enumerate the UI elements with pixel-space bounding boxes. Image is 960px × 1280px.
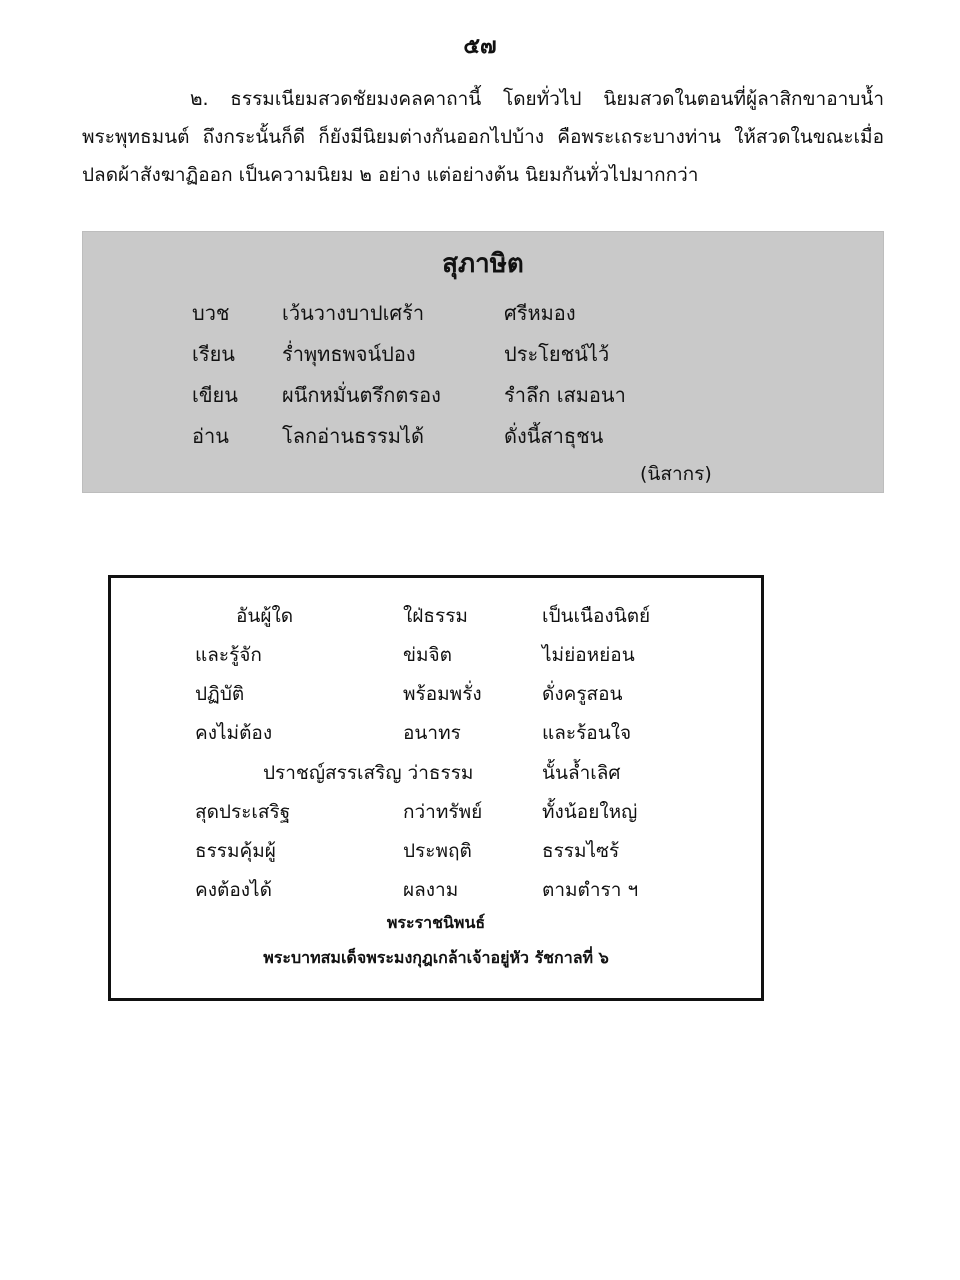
poem-row — [111, 679, 761, 715]
poem-cell: ประพฤติ — [403, 840, 472, 862]
proverb-cell: อ่าน — [192, 424, 229, 448]
poem-cell: สุดประเสริฐ — [195, 801, 291, 823]
poem-cell: คงไม่ต้อง — [195, 722, 273, 744]
poem-cell: ตามตำรา ฯ — [542, 879, 639, 901]
poem-row — [111, 875, 761, 911]
proverb-row — [82, 420, 884, 460]
poem-cell: อันผู้ใด — [236, 605, 294, 627]
proverb-cell: ร่ำพุทธพจน์ปอง — [282, 342, 416, 366]
poem-cell: พร้อมพรั่ง — [403, 683, 482, 705]
poem-cell: ดั่งครูสอน — [542, 683, 623, 705]
poem-box — [108, 575, 764, 1001]
poem-cell: กว่าทรัพย์ — [403, 801, 483, 823]
proverb-row — [82, 297, 884, 337]
proverb-cell: เขียน — [192, 383, 238, 407]
poem-cell: และรู้จัก — [195, 644, 262, 666]
proverb-row — [82, 338, 884, 378]
proverb-title: สุภาษิต — [442, 249, 524, 279]
poem-row — [111, 836, 761, 872]
proverb-cell: บวช — [192, 301, 230, 325]
poem-credit-title: พระราชนิพนธ์ — [386, 913, 486, 932]
poem-cell: เป็นเนืองนิตย์ — [542, 605, 651, 627]
proverb-cell: ดั่งนี้สาธุชน — [504, 424, 604, 448]
poem-row — [111, 718, 761, 754]
proverb-cell: โลกอ่านธรรมได้ — [282, 424, 424, 448]
poem-cell: ข่มจิต — [403, 644, 452, 666]
poem-credit-author: พระบาทสมเด็จพระมงกุฎเกล้าเจ้าอยู่หัว รัชกาลที่ ๖ — [263, 948, 609, 967]
poem-cell: ไม่ย่อหย่อน — [542, 644, 635, 666]
poem-row — [111, 640, 761, 676]
poem-cell: ธรรมคุ้มผู้ — [195, 840, 276, 862]
proverb-cell: รำลึก เสมอนา — [504, 383, 626, 407]
poem-cell: ปราชญ์สรรเสริญ ว่าธรรม — [263, 762, 474, 784]
poem-cell: ผลงาม — [403, 879, 459, 901]
poem-cell: ปฏิบัติ — [195, 683, 245, 705]
proverb-cell: เรียน — [192, 342, 235, 366]
paragraph-text: ๒. ธรรมเนียมสวดชัยมงคลคาถานี้ โดยทั่วไป นิยมสวดในตอนที่ผู้ลาสิกขาอาบน้ำพระพุทธมนต์ ถึงกระนั้นก็ดี ก็ยังมีนิยมต่างกันออกไปบ้าง คือพระเถระบางท่าน ให้สวดในขณะเมื่อปลดผ้าสังฆาฏิออก เป็นความนิยม ๒ อย่าง แต่อย่างต้น นิยมกันทั่วไปมากกว่า — [82, 88, 884, 186]
poem-cell: และร้อนใจ — [542, 722, 632, 744]
proverb-row — [82, 379, 884, 419]
poem-cell: นั้นล้ำเลิศ — [542, 762, 621, 784]
poem-cell: ธรรมไซร้ — [542, 840, 620, 862]
poem-cell: ใฝ่ธรรม — [403, 605, 468, 627]
poem-cell: คงต้องได้ — [195, 879, 272, 901]
poem-row — [111, 601, 761, 637]
body-paragraph — [82, 80, 884, 194]
proverb-cell: ประโยชน์ไว้ — [504, 342, 610, 366]
proverb-cell: เว้นวางบาปเศร้า — [282, 301, 425, 325]
proverb-cell: ผนึกหมั่นตรึกตรอง — [282, 383, 441, 407]
proverb-box — [82, 231, 884, 493]
proverb-author: (นิสากร) — [640, 463, 712, 485]
poem-row — [111, 797, 761, 833]
poem-row — [111, 758, 761, 794]
poem-cell: อนาทร — [403, 722, 461, 744]
page-number: ๕๗ — [463, 34, 497, 59]
poem-cell: ทั้งน้อยใหญ่ — [542, 801, 638, 823]
proverb-cell: ศรีหมอง — [504, 301, 576, 325]
